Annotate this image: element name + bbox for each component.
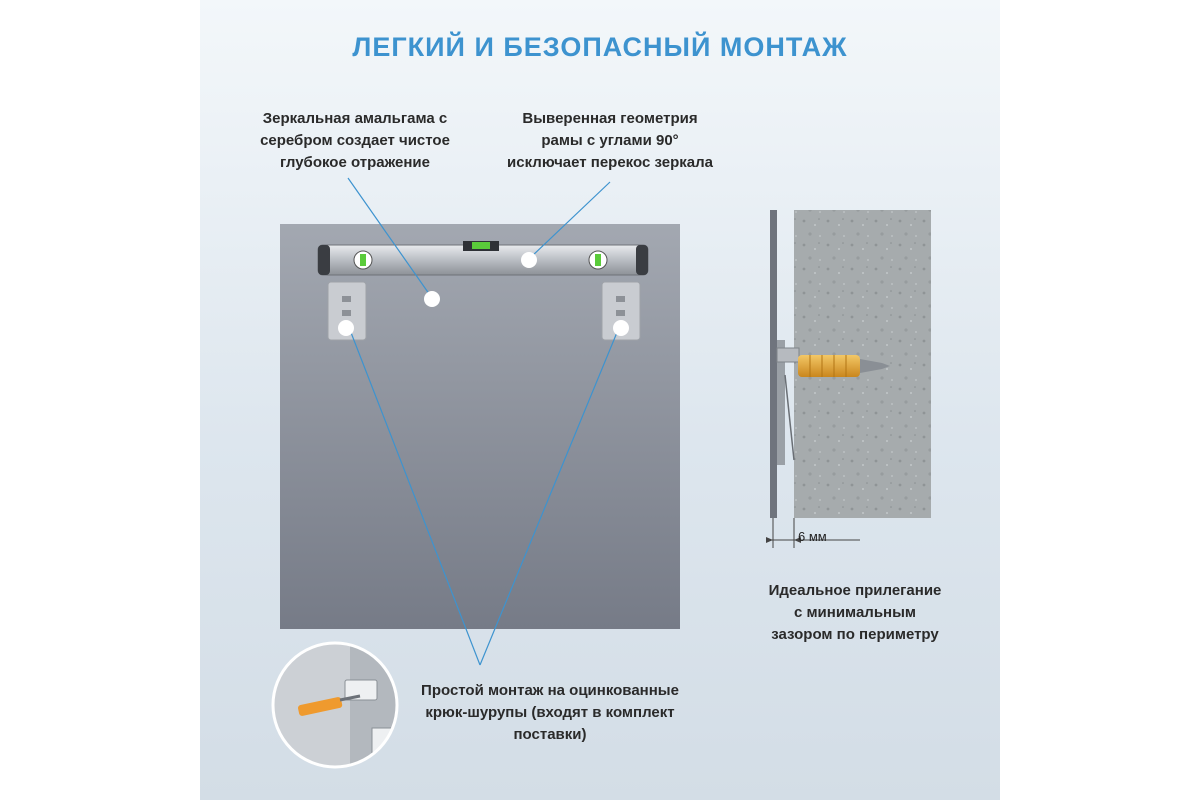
caption-amalgam	[230, 108, 480, 174]
spirit-level	[318, 241, 648, 275]
caption-fit	[740, 580, 970, 646]
gap-dimension-label: 6 мм	[798, 529, 827, 544]
marker-dot-geometry	[521, 252, 537, 268]
mirror-edge	[770, 210, 777, 518]
caption-mount	[395, 680, 705, 746]
page-title: ЛЕГКИЙ И БЕЗОПАСНЫЙ МОНТАЖ	[352, 32, 848, 62]
caption-line: глубокое отражение	[280, 154, 430, 171]
marker-dot-amalgam	[424, 291, 440, 307]
caption-line: зазором по периметру	[771, 626, 939, 643]
wall-cross-section	[766, 210, 931, 548]
caption-line: Выверенная геометрия	[522, 110, 698, 127]
infographic-panel	[200, 0, 1000, 800]
caption-line: Простой монтаж на оцинкованные	[421, 682, 679, 699]
caption-line: серебром создает чистое	[260, 132, 450, 149]
dowel	[798, 355, 860, 377]
caption-line: поставки)	[513, 726, 587, 743]
marker-dot-right-hook	[613, 320, 629, 336]
caption-line: рамы с углами 90°	[541, 132, 679, 149]
caption-line: Зеркальная амальгама с	[262, 110, 448, 127]
caption-line: крюк-шурупы (входят в комплект	[425, 704, 675, 721]
caption-line: с минимальным	[793, 604, 917, 621]
mount-inset-image	[273, 643, 400, 767]
marker-dot-left-hook	[338, 320, 354, 336]
caption-geometry	[480, 108, 740, 174]
caption-line: Идеальное прилегание	[768, 582, 942, 599]
caption-line: исключает перекос зеркала	[507, 154, 713, 171]
